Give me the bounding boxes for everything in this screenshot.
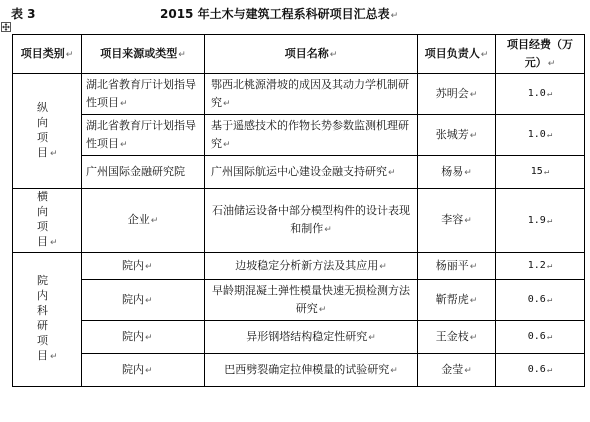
category-cell [13,189,82,253]
table-row [13,253,585,280]
source-text: 院内 [122,329,144,343]
source-cell [82,156,205,189]
leader-cell [418,280,496,321]
paragraph-mark-icon: ↵ [546,332,553,342]
header-leader [418,35,496,74]
leader-cell [418,354,496,387]
leader-cell [418,253,496,280]
leader-text: 杨丽平 [435,258,469,272]
paragraph-mark-icon: ↵ [546,261,553,271]
name-cell [205,115,418,156]
paragraph-mark-icon: ↵ [178,49,186,60]
paragraph-mark-icon: ↵ [379,261,387,272]
paragraph-mark-icon: ↵ [390,365,398,376]
leader-cell [418,74,496,115]
table-move-handle-icon[interactable] [1,22,11,32]
funding-text: 1.0 [527,88,546,99]
category-cell [13,74,82,189]
header-name-text: 项目名称 [284,46,329,60]
source-text: 院内 [122,258,144,272]
funding-cell [496,253,585,280]
leader-cell [418,321,496,354]
table-row [13,74,585,115]
funding-text: 1.9 [527,214,546,226]
header-funding-text: 项目经费（万元） [507,37,573,69]
paragraph-mark-icon: ↵ [50,352,58,362]
source-text: 湖北省教育厅计划指导性项目 [86,77,196,109]
paragraph-mark-icon: ↵ [546,365,553,375]
table-row [13,280,585,321]
paragraph-mark-icon: ↵ [469,130,478,141]
paragraph-mark-icon: ↵ [543,167,550,177]
paragraph-mark-icon: ↵ [368,332,376,343]
leader-text: 张城芳 [435,127,469,141]
name-text: 基于遥感技术的作物长势参数监测机理研究 [211,118,409,150]
source-text: 企业 [127,213,150,226]
name-text: 鄂西北桃源滑坡的成因及其动力学机制研究 [211,77,409,109]
table-caption [0,3,590,23]
paragraph-mark-icon: ↵ [464,167,472,178]
paragraph-mark-icon: ↵ [546,295,553,305]
table-row [13,354,585,387]
paragraph-mark-icon: ↵ [65,49,74,60]
funding-cell [496,354,585,387]
name-text: 边坡稳定分析新方法及其应用 [235,258,379,272]
header-funding [496,35,585,74]
source-cell [82,354,205,387]
paragraph-mark-icon: ↵ [145,332,153,343]
paragraph-mark-icon: ↵ [318,304,327,315]
paragraph-mark-icon: ↵ [546,215,553,226]
paragraph-mark-icon: ↵ [390,11,399,21]
paragraph-mark-icon: ↵ [388,167,396,178]
paragraph-mark-icon: ↵ [50,238,58,248]
leader-text: 苏明会 [435,86,469,100]
source-cell [82,189,205,253]
funding-cell [496,189,585,253]
paragraph-mark-icon: ↵ [469,295,478,306]
header-category [13,35,82,74]
source-cell [82,321,205,354]
source-cell [82,74,205,115]
leader-text: 李容 [441,213,464,226]
paragraph-mark-icon: ↵ [324,225,332,235]
paragraph-mark-icon: ↵ [546,89,553,99]
paragraph-mark-icon: ↵ [50,148,58,159]
name-cell [205,321,418,354]
source-cell [82,115,205,156]
leader-text: 杨易 [441,164,464,178]
table-row [13,189,585,253]
name-text: 巴西劈裂确定拉伸模量的试验研究 [224,362,390,376]
category-label: 横向项目 [37,190,48,248]
funding-cell [496,321,585,354]
paragraph-mark-icon: ↵ [145,295,153,306]
header-name [205,35,418,74]
table-title-text: 2015 年土木与建筑工程系科研项目汇总表 [160,7,390,21]
name-cell [205,74,418,115]
funding-text: 0.6 [527,294,546,305]
name-cell [205,189,418,253]
table-header-row [13,35,585,74]
source-text: 院内 [122,292,144,306]
source-cell [82,253,205,280]
paragraph-mark-icon: ↵ [120,139,128,150]
paragraph-mark-icon: ↵ [469,261,478,272]
funding-cell [496,280,585,321]
name-cell [205,253,418,280]
funding-cell [496,74,585,115]
name-text: 早龄期混凝土弹性模量快速无损检测方法研究 [212,283,410,315]
paragraph-mark-icon: ↵ [145,365,153,376]
table-row [13,321,585,354]
paragraph-mark-icon: ↵ [223,98,231,109]
leader-cell [418,115,496,156]
category-cell [13,253,82,387]
name-cell [205,156,418,189]
leader-cell [418,189,496,253]
name-text: 广州国际航运中心建设金融支持研究 [211,164,387,178]
paragraph-mark-icon: ↵ [223,139,231,150]
funding-text: 15 [530,166,543,177]
paragraph-mark-icon: ↵ [120,98,128,109]
table-row [13,115,585,156]
name-cell [205,354,418,387]
funding-cell [496,115,585,156]
name-text: 异形钢塔结构稳定性研究 [246,329,368,343]
name-cell [205,280,418,321]
paragraph-mark-icon: ↵ [464,365,472,376]
paragraph-mark-icon: ↵ [546,130,553,140]
category-label: 纵向项目 [37,100,48,159]
paragraph-mark-icon: ↵ [469,332,478,343]
leader-cell [418,156,496,189]
paragraph-mark-icon: ↵ [329,49,338,60]
paragraph-mark-icon: ↵ [547,58,556,69]
category-label: 院内科研项目 [37,274,48,362]
source-text: 湖北省教育厅计划指导性项目 [86,118,196,150]
leader-text: 金莹 [441,362,464,376]
header-leader-text: 项目负责人 [424,46,480,60]
leader-text: 王金枝 [435,329,469,343]
leader-text: 靳帮虎 [435,292,469,306]
funding-text: 1.0 [527,129,546,140]
header-category-text: 项目类别 [20,46,65,60]
funding-text: 0.6 [527,364,546,375]
paragraph-mark-icon: ↵ [480,49,489,60]
funding-text: 1.2 [527,260,546,271]
name-text: 石油储运设备中部分模型构件的设计表现和制作 [212,204,410,235]
header-source [82,35,205,74]
source-text: 院内 [122,362,144,376]
project-summary-table [12,34,585,387]
source-cell [82,280,205,321]
funding-text: 0.6 [527,331,546,342]
table-number: 表 3 [11,7,36,21]
paragraph-mark-icon: ↵ [150,216,159,226]
header-source-text: 项目来源或类型 [100,46,178,60]
paragraph-mark-icon: ↵ [464,216,472,226]
table-title [160,5,398,22]
paragraph-mark-icon: ↵ [469,89,478,100]
source-text: 广州国际金融研究院 [86,165,185,178]
table-row [13,156,585,189]
funding-cell [496,156,585,189]
paragraph-mark-icon: ↵ [145,261,153,272]
